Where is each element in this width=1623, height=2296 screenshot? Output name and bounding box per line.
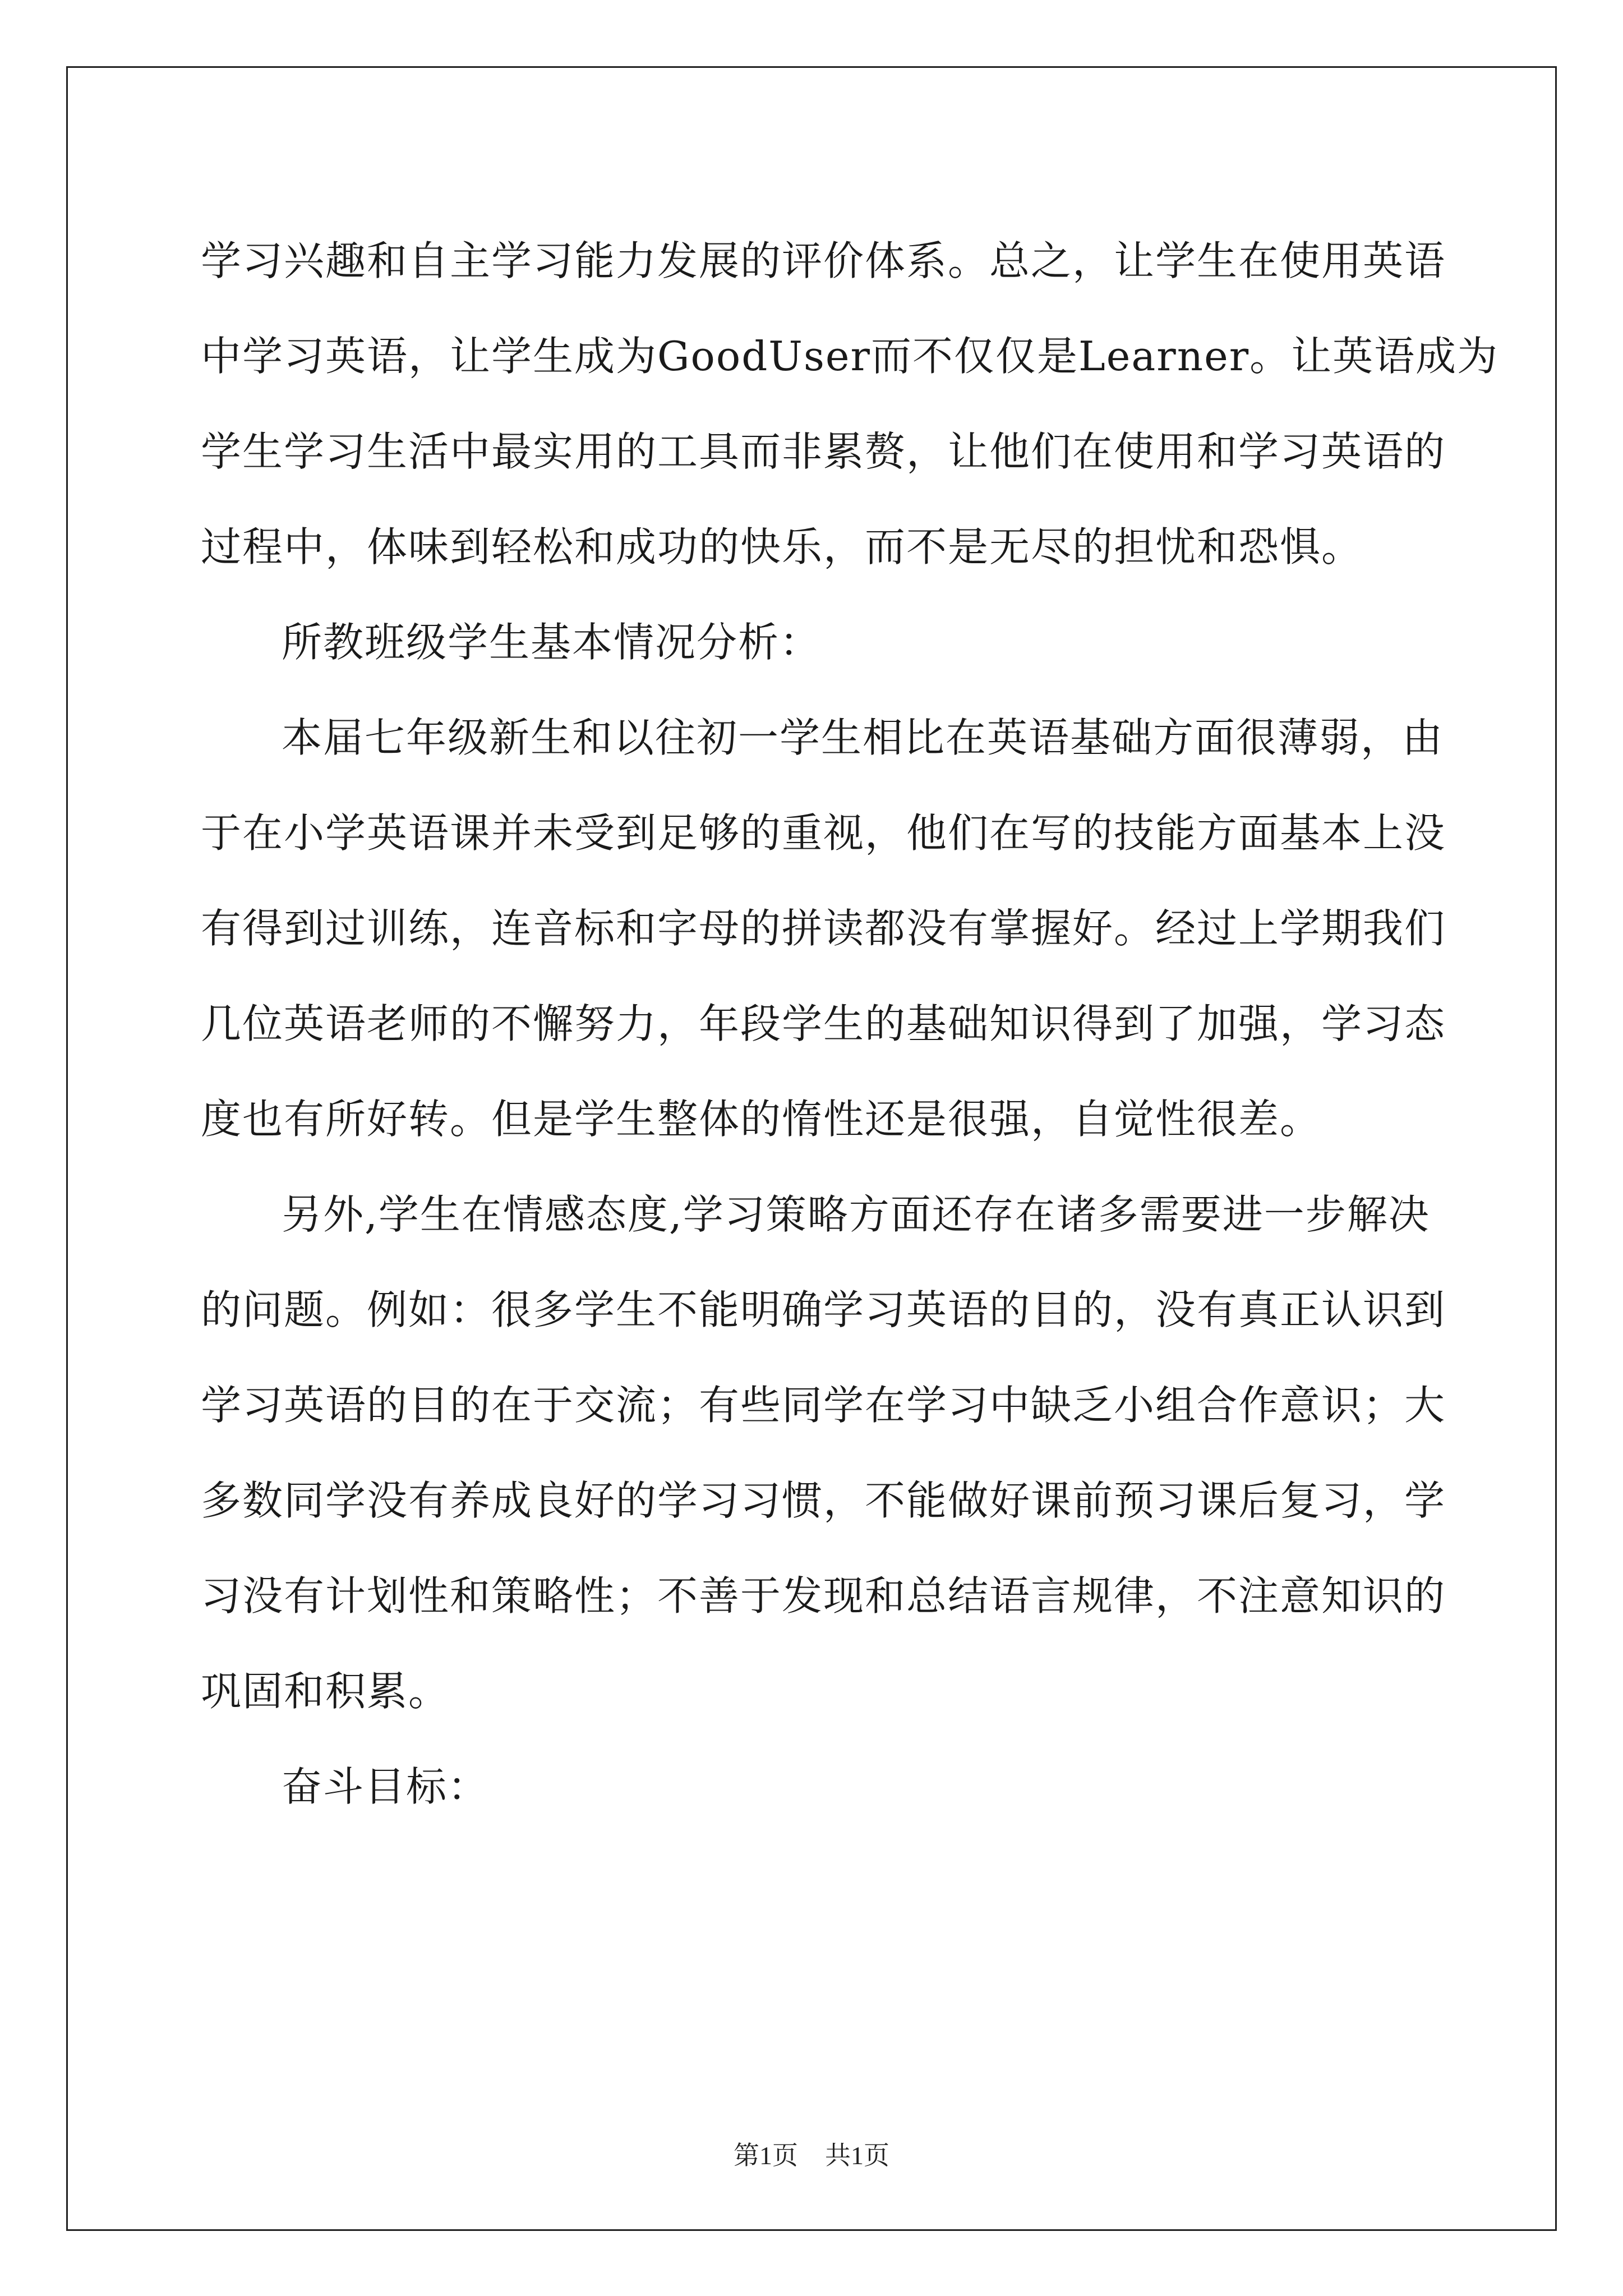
text-line: 巩固和积累。 [201, 1668, 450, 1715]
page-number: 第1页 [734, 2141, 798, 2170]
page-footer [0, 2135, 1623, 2172]
text-line: 多数同学没有养成良好的学习习惯，不能做好课前预习课后复习，学 [201, 1477, 1446, 1524]
document-body [201, 213, 1499, 1834]
text-line: 另外,学生在情感态度,学习策略方面还存在诸多需要进一步解决 [282, 1191, 1430, 1238]
section-heading: 所教班级学生基本情况分析： [282, 619, 822, 666]
text-line: 习没有计划性和策略性；不善于发现和总结语言规律，不注意知识的 [201, 1572, 1446, 1619]
text-line: 学习兴趣和自主学习能力发展的评价体系。总之，让学生在使用英语 [201, 237, 1446, 284]
text-line: 过程中，体味到轻松和成功的快乐，而不是无尽的担忧和恐惧。 [201, 523, 1363, 570]
text-line: 有得到过训练，连音标和字母的拼读都没有掌握好。经过上学期我们 [201, 905, 1446, 952]
text-line: 学习英语的目的在于交流；有些同学在学习中缺乏小组合作意识；大 [201, 1382, 1446, 1429]
text-line: 于在小学英语课并未受到足够的重视，他们在写的技能方面基本上没 [201, 809, 1446, 857]
section-heading: 奋斗目标： [282, 1763, 490, 1810]
text-line: 几位英语老师的不懈努力，年段学生的基础知识得到了加强，学习态 [201, 1000, 1446, 1047]
text-line: 学生学习生活中最实用的工具而非累赘，让他们在使用和学习英语的 [201, 428, 1446, 475]
page-total: 共1页 [825, 2141, 889, 2170]
text-line: 度也有所好转。但是学生整体的惰性还是很强，自觉性很差。 [201, 1096, 1322, 1143]
text-line: 本届七年级新生和以往初一学生相比在英语基础方面很薄弱，由 [282, 714, 1444, 761]
text-line: 的问题。例如：很多学生不能明确学习英语的目的，没有真正认识到 [201, 1286, 1446, 1333]
text-line: 中学习英语，让学生成为GoodUser而不仅仅是Learner。让英语成为 [201, 333, 1499, 380]
